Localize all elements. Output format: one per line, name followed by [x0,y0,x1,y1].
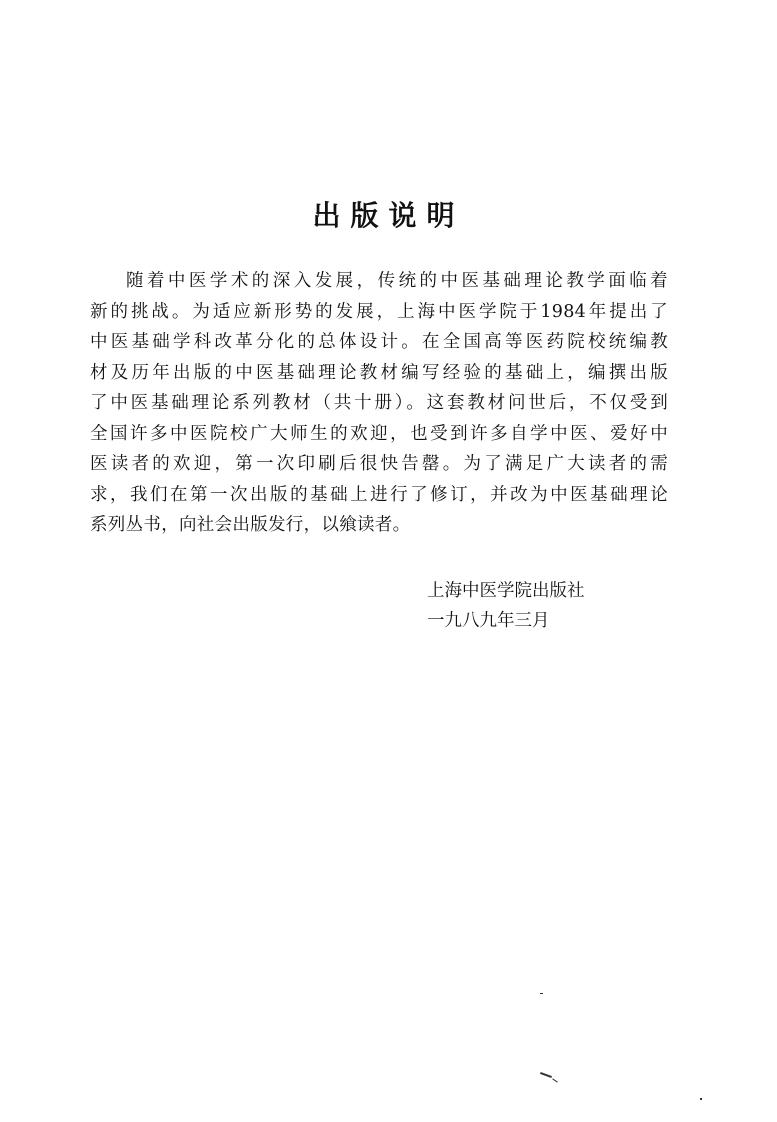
publication-note-paragraph [90,266,668,541]
scan-speck [700,1098,702,1100]
signature-block [427,576,585,636]
paragraph-line: 中医基础学科改革分化的总体设计。在全国高等医药院校统编教 [90,332,668,352]
paragraph-line: 全国许多中医院校广大师生的欢迎，也受到许多自学中医、爱好中 [90,423,668,444]
paragraph-line: 新的挑战。为适应新形势的发展，上海中医学院于1984年提出了 [90,301,668,322]
paragraph-line: 医读者的欢迎，第一次印刷后很快告罄。为了满足广大读者的需 [90,454,668,474]
paragraph-line: 了中医基础理论系列教材（共十册）。这套教材问世后，不仅受到 [90,393,668,413]
publication-date: 一九八九年三月 [427,611,550,631]
paragraph-line: 求，我们在第一次出版的基础上进行了修订，并改为中医基础理论 [90,484,668,505]
paragraph-line: 随着中医学术的深入发展，传统的中医基础理论教学面临着 [126,271,668,291]
scan-speck [552,1078,557,1082]
scan-speck [540,1072,552,1078]
page-title: 出版说明 [312,199,465,232]
scan-speck [540,993,543,994]
paragraph-line: 材及历年出版的中医基础理论教材编写经验的基础上，编撰出版 [90,362,668,383]
publisher-name: 上海中医学院出版社 [427,581,585,601]
paragraph-line: 系列丛书，向社会出版发行，以飨读者。 [90,515,411,535]
